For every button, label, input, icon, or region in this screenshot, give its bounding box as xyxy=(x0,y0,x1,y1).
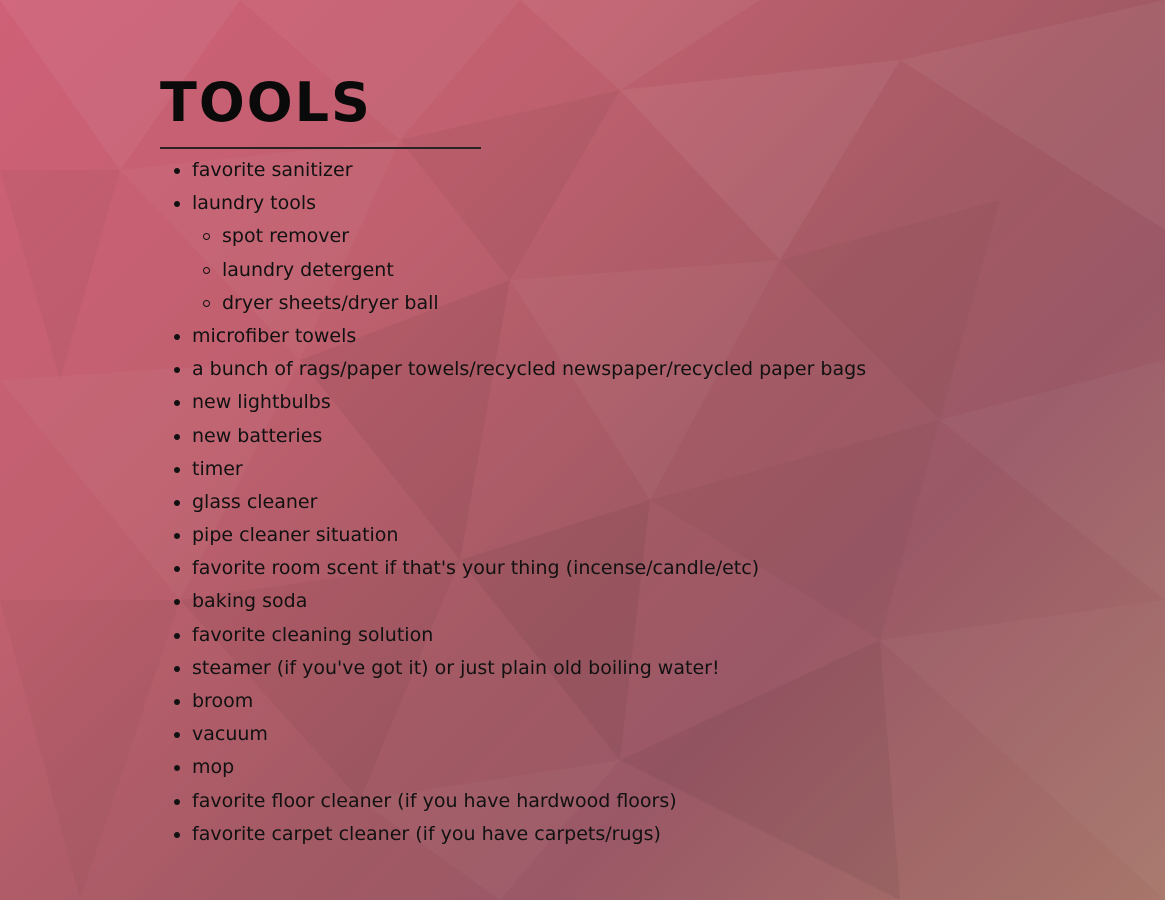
list-item: favorite floor cleaner (if you have hardwood floors) xyxy=(160,785,1060,818)
list-item: new batteries xyxy=(160,420,1060,453)
list-item: vacuum xyxy=(160,718,1060,751)
list-item: favorite carpet cleaner (if you have carpets/rugs) xyxy=(160,818,1060,851)
list-item: a bunch of rags/paper towels/recycled newspaper/recycled paper bags xyxy=(160,353,1060,386)
list-item: mop xyxy=(160,751,1060,784)
list-item: microfiber towels xyxy=(160,320,1060,353)
sub-list-item: laundry detergent xyxy=(160,254,1060,287)
list-item: favorite sanitizer xyxy=(160,154,1060,187)
list-item: glass cleaner xyxy=(160,486,1060,519)
list-item: broom xyxy=(160,685,1060,718)
sub-list-item: spot remover xyxy=(160,220,1060,253)
list-item: new lightbulbs xyxy=(160,386,1060,419)
list-item: favorite cleaning solution xyxy=(160,619,1060,652)
list-item: timer xyxy=(160,453,1060,486)
tools-list xyxy=(160,154,1060,851)
sub-list-item: dryer sheets/dryer ball xyxy=(160,287,1060,320)
list-item: pipe cleaner situation xyxy=(160,519,1060,552)
list-item: baking soda xyxy=(160,585,1060,618)
title-divider xyxy=(160,147,481,149)
page-title: TOOLS xyxy=(160,71,372,134)
list-item: favorite room scent if that's your thing (incense/candle/etc) xyxy=(160,552,1060,585)
tools-section xyxy=(160,70,1060,851)
list-item: steamer (if you've got it) or just plain old boiling water! xyxy=(160,652,1060,685)
list-item: laundry tools xyxy=(160,187,1060,220)
